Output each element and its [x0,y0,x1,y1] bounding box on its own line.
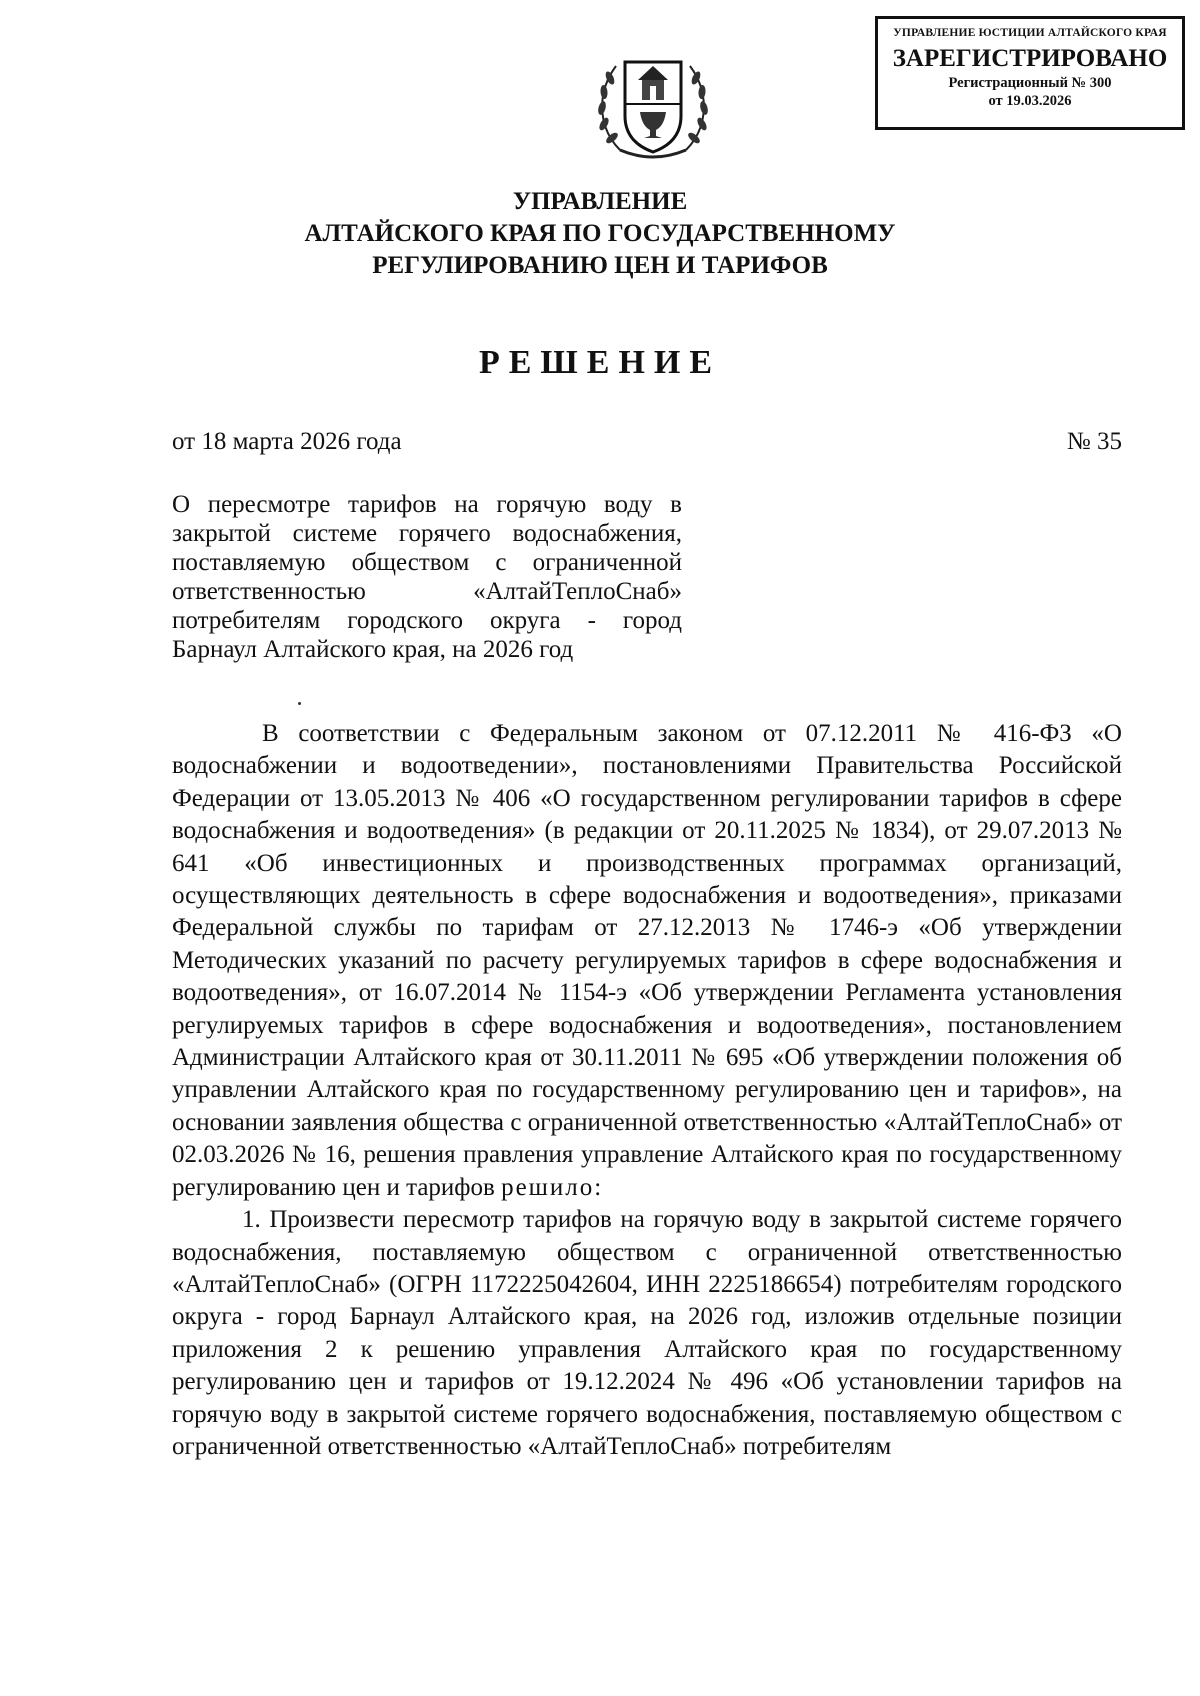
stamp-date: 19.03.2026 [1006,93,1072,109]
registration-stamp [875,16,1185,130]
stamp-status: ЗАРЕГИСТРИРОВАНО [892,45,1168,72]
stamp-reg-label: Регистрационный № [948,75,1087,91]
document-date: от 18 марта 2026 года [172,428,402,455]
stamp-date-line [878,92,1182,110]
scan-speck [298,702,301,705]
document-subject: О пересмотре тарифов на горячую воду в закрытой системе горячего водоснабжения, поставляемую обществом с ограниченной ответственностью «АлтайТеплоСнаб» потребителям городского округа - город Барнаул Алтайского края, на 2026 год [172,491,682,663]
document-type: РЕШЕНИЕ [478,344,722,381]
stamp-reg-line [878,74,1182,92]
authority-line-1: УПРАВЛЕНИЕ [512,188,688,215]
item-1-paragraph: 1. Произвести пересмотр тарифов на горячую воду в закрытой системе горячего водоснабжения, поставляемую обществом с ограниченной ответственностью «АлтайТеплоСнаб» (ОГРН 1172225042604, ИНН 2225186654) потребителям городского округа - город Барнаул Алтайского края, на 2026 год, изложив отдельные позиции приложения 2 к решению управления Алтайского края по государственному регулированию цен и тарифов от 19.12.2024 № 496 «Об установлении тарифов на горячую воду в закрытой системе горячего водоснабжения, поставляемую обществом с ограниченной ответственностью «АлтайТеплоСнаб» потребителям [172,1206,1122,1460]
authority-line-3: РЕГУЛИРОВАНИЮ ЦЕН И ТАРИФОВ [372,252,828,279]
document-number: № 35 [1066,428,1122,455]
decided-word: решило: [501,1173,604,1201]
document-body [172,718,1122,1463]
authority-line-2: АЛТАЙСКОГО КРАЯ ПО ГОСУДАРСТВЕННОМУ [304,220,896,247]
stamp-reg-number: 300 [1089,75,1112,91]
stamp-date-label: от [988,93,1003,109]
issuing-authority [0,186,1200,282]
document-date-number [172,428,1122,456]
preamble-text: В соответствии с Федеральным законом от 07.12.2011 № 416-ФЗ «О водоснабжении и водоотведении», постановлениями Правительства Российской Федерации от 13.05.2013 № 406 «О государственном регулировании тарифов в сфере водоснабжения и водоотведения» (в редакции от 20.11.2025 № 1834), от 29.07.2013 № 641 «Об инвестиционных и производственных программах организаций, осуществляющих деятельность в сфере водоснабжения и водоотведения», приказами Федеральной службы по тарифам от 27.12.2013 № 1746-э «Об утверждении Методических указаний по расчету регулируемых тарифов в сфере водоснабжения и водоотведения», от 16.07.2014 № 1154-э «Об утверждении Регламента установления регулируемых тарифов в сфере водоснабжения и водоотведения», постановлением Администрации Алтайского края от 30.11.2011 № 695 «Об утверждении положения об управлении Алтайского края по государственному регулированию цен и тарифов», на основании заявления общества с ограниченной ответственностью «АлтайТеплоСнаб» от 02.03.2026 № 16, решения правления управление Алтайского края по государственному регулированию цен и тарифов [172,720,1122,1201]
preamble-paragraph [172,718,1122,1204]
coat-of-arms-icon [590,38,716,168]
stamp-authority: УПРАВЛЕНИЕ ЮСТИЦИИ АЛТАЙСКОГО КРАЯ [893,27,1167,39]
